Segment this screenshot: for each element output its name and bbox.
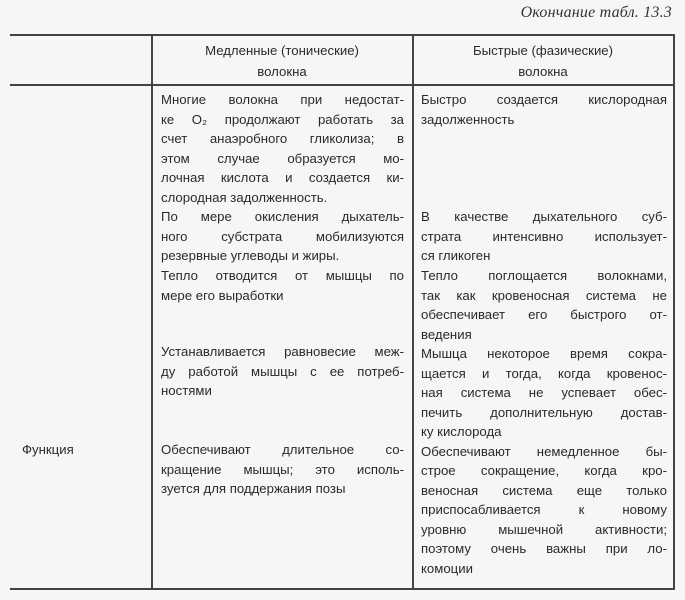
- text-line: Обеспечивают длительное со-: [161, 442, 404, 457]
- header-line: Медленные (тонические): [205, 43, 359, 58]
- text-line: ке O₂ продолжают работать за: [161, 111, 404, 127]
- text-line: зуется для поддержания позы: [161, 481, 346, 496]
- fast-fibers-paragraph: [421, 442, 667, 579]
- text-line: ведения: [421, 326, 472, 342]
- header-bottom-border: [10, 84, 675, 86]
- text-line: строе сокращение, когда кро-: [421, 463, 667, 478]
- slow-fibers-paragraph: [161, 207, 404, 266]
- header-slow-fibers: [152, 40, 412, 82]
- text-line: Быстро создается кислородная: [421, 92, 667, 107]
- table-right-border: [673, 34, 675, 589]
- header-fast-fibers: [413, 40, 673, 82]
- text-line: Устанавливается равновесие меж-: [161, 344, 404, 359]
- text-line: слородная задолженность.: [161, 189, 328, 205]
- header-line: Быстрые (фазические): [472, 43, 614, 58]
- text-line: Тепло отводится от мышцы по: [161, 268, 404, 283]
- fast-fibers-paragraph: [421, 266, 667, 344]
- text-line: ду работой мышцы с ее потреб-: [161, 363, 404, 379]
- text-line: печить дополнительную достав-: [421, 404, 667, 420]
- slow-fibers-paragraph: [161, 266, 404, 305]
- text-line: комоции: [421, 560, 473, 576]
- text-line: задолженность: [421, 111, 515, 127]
- text-line: поэтому очень важны при ло-: [421, 541, 667, 556]
- fast-fibers-paragraph: [421, 344, 667, 442]
- slow-fibers-paragraph: [161, 90, 404, 207]
- fast-fibers-paragraph: [421, 90, 667, 129]
- row-label-function: Функция: [22, 442, 74, 457]
- text-line: ся гликоген: [421, 248, 491, 263]
- text-line: так как кровеносная система не: [421, 287, 667, 303]
- text-line: ного субстрата мобилизуются: [161, 228, 404, 244]
- text-line: ная система не успевает обес-: [421, 385, 667, 400]
- text-line: ку кислорода: [421, 424, 502, 439]
- text-line: уровню мышечной активности;: [421, 521, 667, 537]
- slow-fibers-paragraph: [161, 342, 404, 401]
- table-bottom-border: [10, 588, 675, 590]
- text-line: веносная система еще только: [421, 482, 667, 498]
- table-top-border: [10, 34, 675, 36]
- header-line: волокна: [257, 64, 307, 79]
- column-divider-2: [412, 34, 414, 589]
- column-divider-1: [151, 34, 153, 589]
- slow-fibers-paragraph: [161, 440, 404, 499]
- text-line: мере его выработки: [161, 287, 284, 303]
- text-line: Обеспечивают немедленное бы-: [421, 443, 667, 459]
- fast-fibers-paragraph: [421, 207, 667, 266]
- text-line: приспосабливается к новому: [421, 502, 667, 517]
- text-line: резервные углеводы и жиры.: [161, 248, 340, 263]
- text-line: В качестве дыхательного суб-: [421, 209, 667, 224]
- header-line: волокна: [518, 64, 568, 79]
- text-line: По мере окисления дыхатель-: [161, 209, 404, 224]
- text-line: кращение мышцы; это исполь-: [161, 461, 404, 477]
- text-line: обеспечивает его быстрого от-: [421, 307, 667, 322]
- text-line: Многие волокна при недостат-: [161, 92, 404, 107]
- table-caption: Окончание табл. 13.3: [520, 4, 672, 21]
- text-line: щается и тогда, когда кровенос-: [421, 365, 667, 381]
- text-line: Мышца некоторое время сокра-: [421, 346, 667, 361]
- text-line: страта интенсивно использует-: [421, 228, 667, 244]
- text-line: лочная кислота и создается ки-: [161, 170, 404, 185]
- text-line: этом случае образуется мо-: [161, 150, 404, 166]
- text-line: Тепло поглощается волокнами,: [421, 268, 667, 283]
- text-line: ностями: [161, 383, 212, 398]
- text-line: счет анаэробного гликолиза; в: [161, 131, 404, 146]
